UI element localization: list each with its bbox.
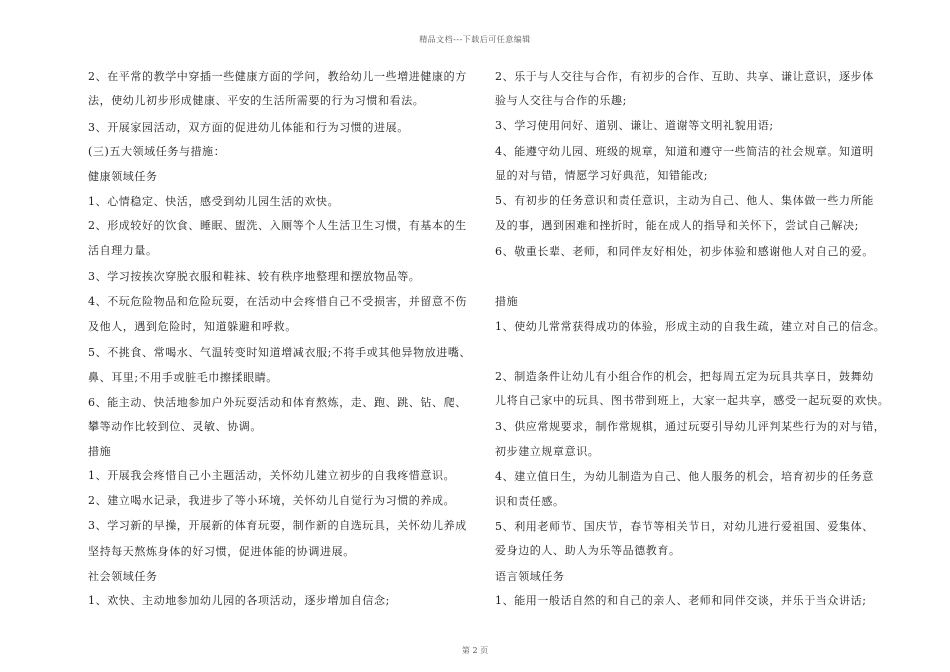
paragraph-line: 2、制造条件让幼儿有小组合作的机会，把每周五定为玩具共享日，鼓舞幼 — [495, 370, 874, 383]
paragraph-line: 4、不玩危险物品和危险玩耍，在活动中会疼惜自己不受损害，并留意不伤 — [88, 295, 467, 308]
subsection-heading: 健康领域任务 — [88, 170, 158, 183]
paragraph-line: 及的事，遇到困难和挫折时，能在成人的指导和关怀下，尝试自己解决; — [495, 219, 859, 232]
subsection-heading: 措施 — [495, 295, 519, 308]
paragraph-line: 攀等动作比较到位、灵敏、协调。 — [88, 420, 262, 433]
paragraph-line: 6、敬重长辈、老师，和同伴友好相处，初步体验和感谢他人对自己的爱。 — [495, 245, 874, 258]
paragraph-line: 鼻、耳里;不用手或脏毛巾擦揉眼睛。 — [88, 371, 278, 384]
paragraph-line: 及他人，遇到危险时，知道躲避和呼救。 — [88, 320, 297, 333]
section-heading: (三)五大领域任务与措施： — [88, 145, 226, 158]
paragraph-line: 初步建立规章意识。 — [495, 445, 600, 458]
paragraph-line: 4、能遵守幼儿园、班级的规章，知道和遵守一些简洁的社会规章。知道明 — [495, 145, 874, 158]
paragraph-line: 显的对与错，情愿学习好典范，知错能改; — [495, 169, 709, 182]
paragraph-line: 1、欢快、主动地参加幼儿园的各项活动，逐步增加自信念; — [88, 594, 390, 607]
paragraph-line: 2、形成较好的饮食、睡眠、盥洗、入厕等个人生活卫生习惯，有基本的生 — [88, 219, 467, 232]
paragraph-line: 3、学习新的早操，开展新的体育玩耍，制作新的自选玩具，关怀幼儿养成 — [88, 519, 467, 532]
paragraph-line: 1、能用一般话自然的和自己的亲人、老师和同伴交谈，并乐于当众讲话; — [495, 594, 867, 607]
paragraph-line: 1、心情稳定、快活，感受到幼儿园生活的欢快。 — [88, 195, 340, 208]
paragraph-line: 3、学习按挨次穿脱衣服和鞋袜、较有秩序地整理和摆放物品等。 — [88, 270, 421, 283]
subsection-heading: 措施 — [88, 445, 112, 458]
paragraph-line: 活自理力量。 — [88, 244, 158, 257]
paragraph-line: 爱身边的人、助人为乐等品德教育。 — [495, 544, 681, 557]
paragraph-line: 验与人交往与合作的乐趣; — [495, 94, 627, 107]
paragraph-line: 2、乐于与人交往与合作，有初步的合作、互助、共享、谦让意识，逐步体 — [495, 70, 874, 83]
subsection-heading: 语言领域任务 — [495, 570, 565, 583]
paragraph-line: 识和责任感。 — [495, 495, 565, 508]
page-header: 精品文档---下载后可任意编辑 — [419, 35, 531, 44]
paragraph-line: 5、不挑食、常喝水、气温转变时知道增减衣服;不将手或其他异物放进嘴、 — [88, 346, 472, 359]
paragraph-line: 法，使幼儿初步形成健康、平安的生活所需要的行为习惯和看法。 — [88, 94, 425, 107]
paragraph-line: 1、使幼儿常常获得成功的体验，形成主动的自我生疏，建立对自己的信念。 — [495, 320, 886, 333]
paragraph-line: 1、开展我会疼惜自己小主题活动，关怀幼儿建立初步的自我疼惜意识。 — [88, 469, 456, 482]
paragraph-line: 坚持每天熬炼身体的好习惯，促进体能的协调进展。 — [88, 545, 355, 558]
paragraph-line: 3、供应常规要求，制作常规棋，通过玩耍引导幼儿评判某些行为的对与错， — [495, 420, 886, 433]
subsection-heading: 社会领域任务 — [88, 570, 158, 583]
paragraph-line: 4、建立值日生，为幼儿制造为自己、他人服务的机会，培育初步的任务意 — [495, 470, 874, 483]
paragraph-line: 3、学习使用问好、道别、谦让、道谢等文明礼貌用语; — [495, 119, 774, 132]
page-number: 第 2 页 — [461, 646, 489, 655]
paragraph-line: 5、利用老师节、国庆节，春节等相关节日，对幼儿进行爱祖国、爱集体、 — [495, 520, 874, 533]
paragraph-line: 儿将自己家中的玩具、图书带到班上，大家一起共享，感受一起玩耍的欢快。 — [495, 394, 890, 407]
paragraph-line: 2、在平常的教学中穿插一些健康方面的学问，教给幼儿一些增进健康的方 — [88, 70, 467, 83]
paragraph-line: 3、开展家园活动，双方面的促进幼儿体能和行为习惯的进展。 — [88, 121, 409, 134]
paragraph-line: 2、建立喝水记录，我进步了等小环境，关怀幼儿自觉行为习惯的养成。 — [88, 494, 456, 507]
paragraph-line: 6、能主动、快活地参加户外玩耍活动和体育熬炼，走、跑、跳、钻、爬、 — [88, 396, 467, 409]
paragraph-line: 5、有初步的任务意识和责任意识，主动为自己、他人、集体做一些力所能 — [495, 194, 874, 207]
